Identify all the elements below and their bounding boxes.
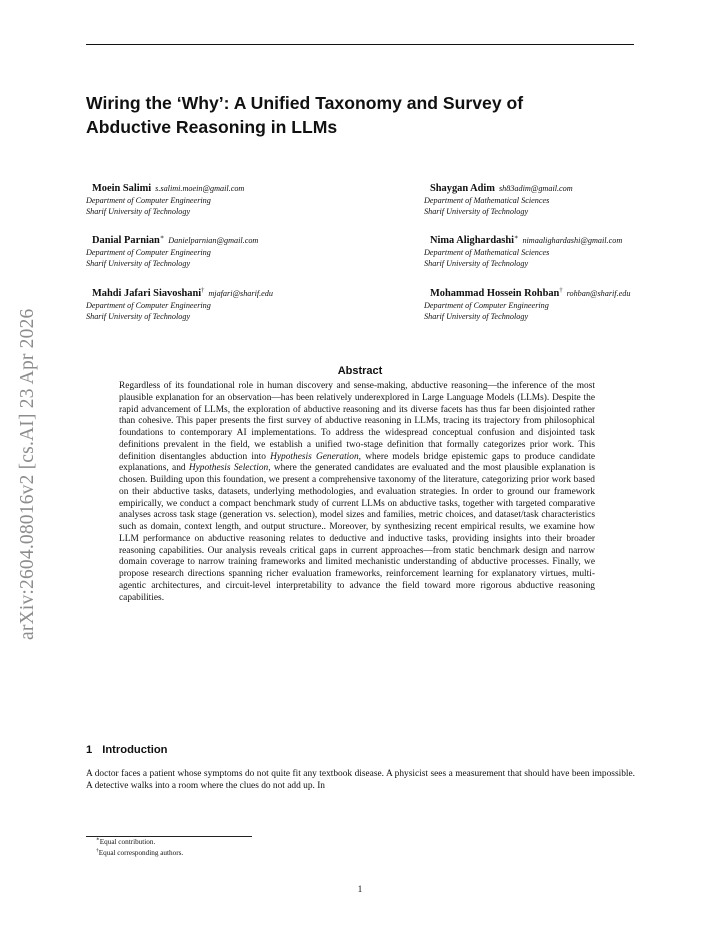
footnote [96, 838, 155, 848]
arxiv-identifier-stamp: arXiv:2604.08016v2 [cs.AI] 23 Apr 2026 [17, 308, 38, 640]
section-title: Introduction [102, 744, 168, 756]
footnote-rule [86, 836, 252, 837]
author-university: Sharif University of Technology [424, 312, 529, 321]
author-name: Danial Parnian [92, 235, 160, 246]
author-name: Shaygan Adim [430, 183, 495, 194]
author-department: Department of Computer Engineering [424, 300, 549, 310]
author-university: Sharif University of Technology [424, 207, 529, 216]
author-university: Sharif University of Technology [86, 207, 191, 216]
paper-title-line-2: Abductive Reasoning in LLMs [86, 116, 338, 137]
author-email[interactable]: rohban@sharif.edu [566, 289, 631, 298]
author-email[interactable]: s.salimi.moein@gmail.com [155, 184, 245, 193]
author-department: Department of Computer Engineering [86, 300, 211, 310]
author-mark: ∗ [159, 234, 165, 242]
author-department: Department of Computer Engineering [86, 195, 211, 205]
paper-title [86, 92, 646, 139]
author-name: Moein Salimi [92, 183, 152, 194]
author-block [424, 183, 573, 218]
author-email[interactable]: sh83adim@gmail.com [498, 184, 573, 193]
author-email[interactable]: mjafari@sharif.edu [208, 289, 273, 298]
author-block [86, 183, 244, 218]
page-number: 1 [357, 885, 363, 895]
top-rule [86, 44, 634, 45]
abstract-text: , where the generated candidates are evaluated and the most plausible explanation is chosen. Building upon this foundation, we present a comprehensive taxonomy of the literature, categorizing prior work based on their abductive tasks, datasets, underlying methodologies, and evaluation strategies. In order to ground our framework empirically, we conduct a compact benchmark study of current LLMs on abductive tasks, together with targeted comparative analyses across task stage (generation vs. selection), model sizes and families, metric choices, and dataset/task characteristics such as domain, context length, and output structure.. Moreover, by synthesizing recent empirical results, we examine how LLM performance on abductive reasoning relates to deductive and inductive tasks, providing insights into their broader reasoning capabilities. Our analysis reveals critical gaps in current approaches—from static benchmark design and narrow domain coverage to narrow training frameworks and limited mechanistic understanding of abductive processes. Finally, we propose research directions spanning richer evaluation frameworks, reinforcement learning for explanatory virtues, multi-agentic architectures, and circuit-level interpretability to advance the field toward more rigorous abductive reasoning capabilities. [119, 463, 595, 603]
section-body: A doctor faces a patient whose symptoms do not quite fit any textbook disease. A physicist sees a measurement that should have been impossible. A detective walks into a room where the clues do not add up. In [86, 769, 635, 791]
footnote-text: Equal corresponding authors. [98, 849, 184, 857]
author-email[interactable]: nimaalighardashi@gmail.com [522, 236, 623, 245]
author-name: Mohammad Hossein Rohban [430, 288, 560, 299]
author-name: Mahdi Jafari Siavoshani [92, 288, 202, 299]
footnote [96, 849, 183, 859]
footnote-text: Equal contribution. [99, 838, 156, 846]
abstract-heading: Abstract [337, 365, 383, 377]
paper-title-line-1: Wiring the ‘Why’: A Unified Taxonomy and Survey of [86, 93, 524, 113]
author-block [424, 235, 622, 270]
author-mark: ∗ [514, 234, 519, 242]
abstract-term: Hypothesis Generation [270, 451, 359, 462]
author-block [424, 288, 630, 323]
author-university: Sharif University of Technology [86, 259, 191, 268]
author-university: Sharif University of Technology [424, 259, 529, 268]
abstract-term: Hypothesis Selection [188, 463, 269, 474]
author-name: Nima Alighardashi [430, 235, 515, 246]
author-block [86, 288, 273, 323]
section-heading [86, 744, 167, 756]
author-university: Sharif University of Technology [86, 312, 191, 321]
abstract-text: , where models bridge epistemic gaps to produce candidate explanations, and [119, 451, 595, 474]
abstract-text: Regardless of its foundational role in human discovery and sense-making, abductive reasoning—the inference of the most plausible explanation for an observation—has been relatively underexplored in Large Language Models (LLMs). Despite the rapid advancement of LLMs, the exploration of abductive reasoning and its diverse facets has thus far been disjointed rather than cohesive. This paper presents the first survey of abductive reasoning in LLMs, tracing its trajectory from philosophical foundations to contemporary AI implementations. To address the widespread conceptual confusion and disjointed task definitions prevalent in the field, we establish a unified two-stage definition that formally categorizes prior work. This definition disentangles abduction into [119, 381, 595, 462]
author-mark: † [559, 287, 563, 295]
author-mark: † [201, 287, 205, 295]
abstract-body [119, 381, 595, 604]
section-number: 1 [86, 744, 93, 756]
author-department: Department of Mathematical Sciences [424, 195, 550, 205]
author-email[interactable]: Danielparnian@gmail.com [168, 236, 259, 245]
author-department: Department of Mathematical Sciences [424, 247, 550, 257]
footnote-mark: ∗ [96, 836, 100, 843]
author-department: Department of Computer Engineering [86, 247, 211, 257]
author-block [86, 235, 258, 270]
footnote-mark: † [96, 847, 99, 854]
